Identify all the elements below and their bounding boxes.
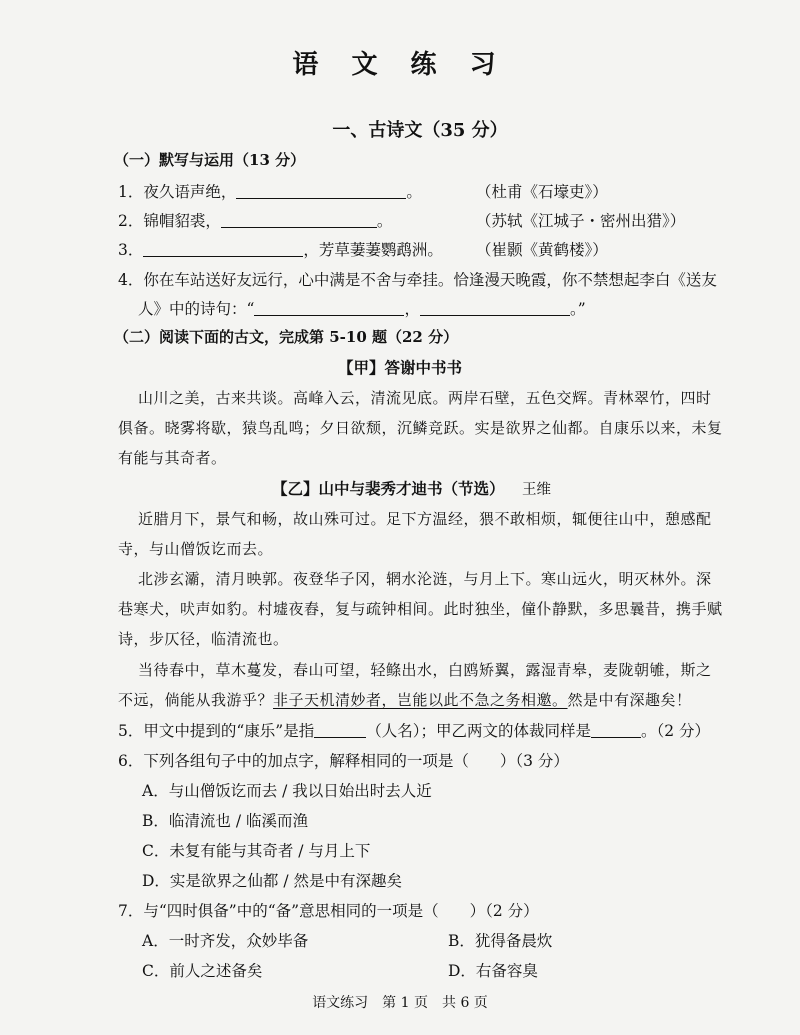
answer-blank[interactable] xyxy=(254,299,404,316)
question-7: 7．与“四时俱备”中的“备”意思相同的一项是（ ）（2 分） xyxy=(118,902,539,920)
question-2: 2．锦帽貂裘， 。 xyxy=(118,212,393,230)
passage-yi-title: 【乙】山中与裴秀才迪书（节选） xyxy=(272,479,505,498)
passage-yi-line: 诗，步仄径，临清流也。 xyxy=(118,630,289,648)
source-3: （崔颢《黄鹤楼》） xyxy=(476,241,608,259)
question-4-line2: 人》中的诗句：“ ， 。” xyxy=(138,300,586,318)
answer-blank[interactable] xyxy=(143,240,303,257)
option-7b[interactable]: B．犹得备晨炊 xyxy=(448,932,553,950)
passage-yi-line-last: 不远，倘能从我游乎？非子天机清妙者，岂能以此不急之务相邀。然是中有深趣矣！ xyxy=(118,691,692,709)
answer-blank[interactable] xyxy=(221,211,377,228)
underlined-sentence: 非子天机清妙者，岂能以此不急之务相邀。 xyxy=(273,691,568,709)
option-6c[interactable]: C．未复有能与其奇者 / 与月上下 xyxy=(142,842,371,860)
question-5: 5．甲文中提到的“康乐”是指 （人名）；甲乙两文的体裁同样是 。（2 分） xyxy=(118,722,711,740)
part2-heading: （二）阅读下面的古文，完成第 5-10 题（22 分） xyxy=(114,328,459,346)
page-title: 语 文 练 习 xyxy=(292,50,508,80)
question-1: 1．夜久语声绝， 。 xyxy=(118,183,422,201)
passage-yi-line: 巷寒犬，吠声如豹。村墟夜舂，复与疏钟相间。此时独坐，僮仆静默，多思曩昔，携手赋 xyxy=(118,600,723,618)
option-7c[interactable]: C．前人之述备矣 xyxy=(142,962,263,980)
source-2: （苏轼《江城子・密州出猎》） xyxy=(476,212,686,230)
question-4: 4．你在车站送好友远行，心中满是不舍与牵挂。恰逢漫天晚霞，你不禁想起李白《送友 xyxy=(118,271,717,289)
part1-heading: （一）默写与运用（13 分） xyxy=(114,151,306,169)
section-title: 一、古诗文（35 分） xyxy=(332,120,508,141)
passage-jia-line: 山川之美，古来共谈。高峰入云，清流见底。两岸石壁，五色交辉。青林翠竹，四时 xyxy=(138,389,712,407)
question-6: 6．下列各组句子中的加点字，解释相同的一项是（ ）（3 分） xyxy=(118,752,569,770)
passage-yi-author: 王维 xyxy=(522,482,551,498)
page-footer: 语文练习 第 1 页 共 6 页 xyxy=(312,995,488,1011)
passage-yi-line: 当待春中，草木蔓发，春山可望，轻鲦出水，白鸥矫翼，露湿青皋，麦陇朝雊，斯之 xyxy=(138,661,712,679)
passage-yi-line: 近腊月下，景气和畅，故山殊可过。足下方温经，猥不敢相烦，辄便往山中，憩感配 xyxy=(138,510,712,528)
answer-blank[interactable] xyxy=(420,299,570,316)
passage-jia-title: 【甲】答谢中书书 xyxy=(337,358,462,377)
source-1: （杜甫《石壕吏》） xyxy=(476,183,608,201)
question-3: 3． ，芳草萋萋鹦鹉洲。 xyxy=(118,241,443,259)
answer-blank[interactable] xyxy=(236,182,406,199)
answer-blank[interactable] xyxy=(591,721,641,738)
option-6d[interactable]: D．实是欲界之仙都 / 然是中有深趣矣 xyxy=(142,872,403,890)
answer-blank[interactable] xyxy=(314,721,366,738)
option-6a[interactable]: A．与山僧饭讫而去 / 我以日始出时去人近 xyxy=(142,782,432,800)
passage-yi-line: 寺，与山僧饭讫而去。 xyxy=(118,540,274,558)
option-7a[interactable]: A．一时齐发，众妙毕备 xyxy=(142,932,309,950)
option-7d[interactable]: D．右备容臭 xyxy=(448,962,538,980)
option-6b[interactable]: B．临清流也 / 临溪而渔 xyxy=(142,812,308,830)
passage-jia-line: 有能与其奇者。 xyxy=(118,449,227,467)
passage-jia-line: 俱备。晓雾将歇，猿鸟乱鸣；夕日欲颓，沉鳞竞跃。实是欲界之仙都。自康乐以来，未复 xyxy=(118,419,723,437)
passage-yi-line: 北涉玄灞，清月映郭。夜登华子冈，辋水沦涟，与月上下。寒山远火，明灭林外。深 xyxy=(138,570,712,588)
